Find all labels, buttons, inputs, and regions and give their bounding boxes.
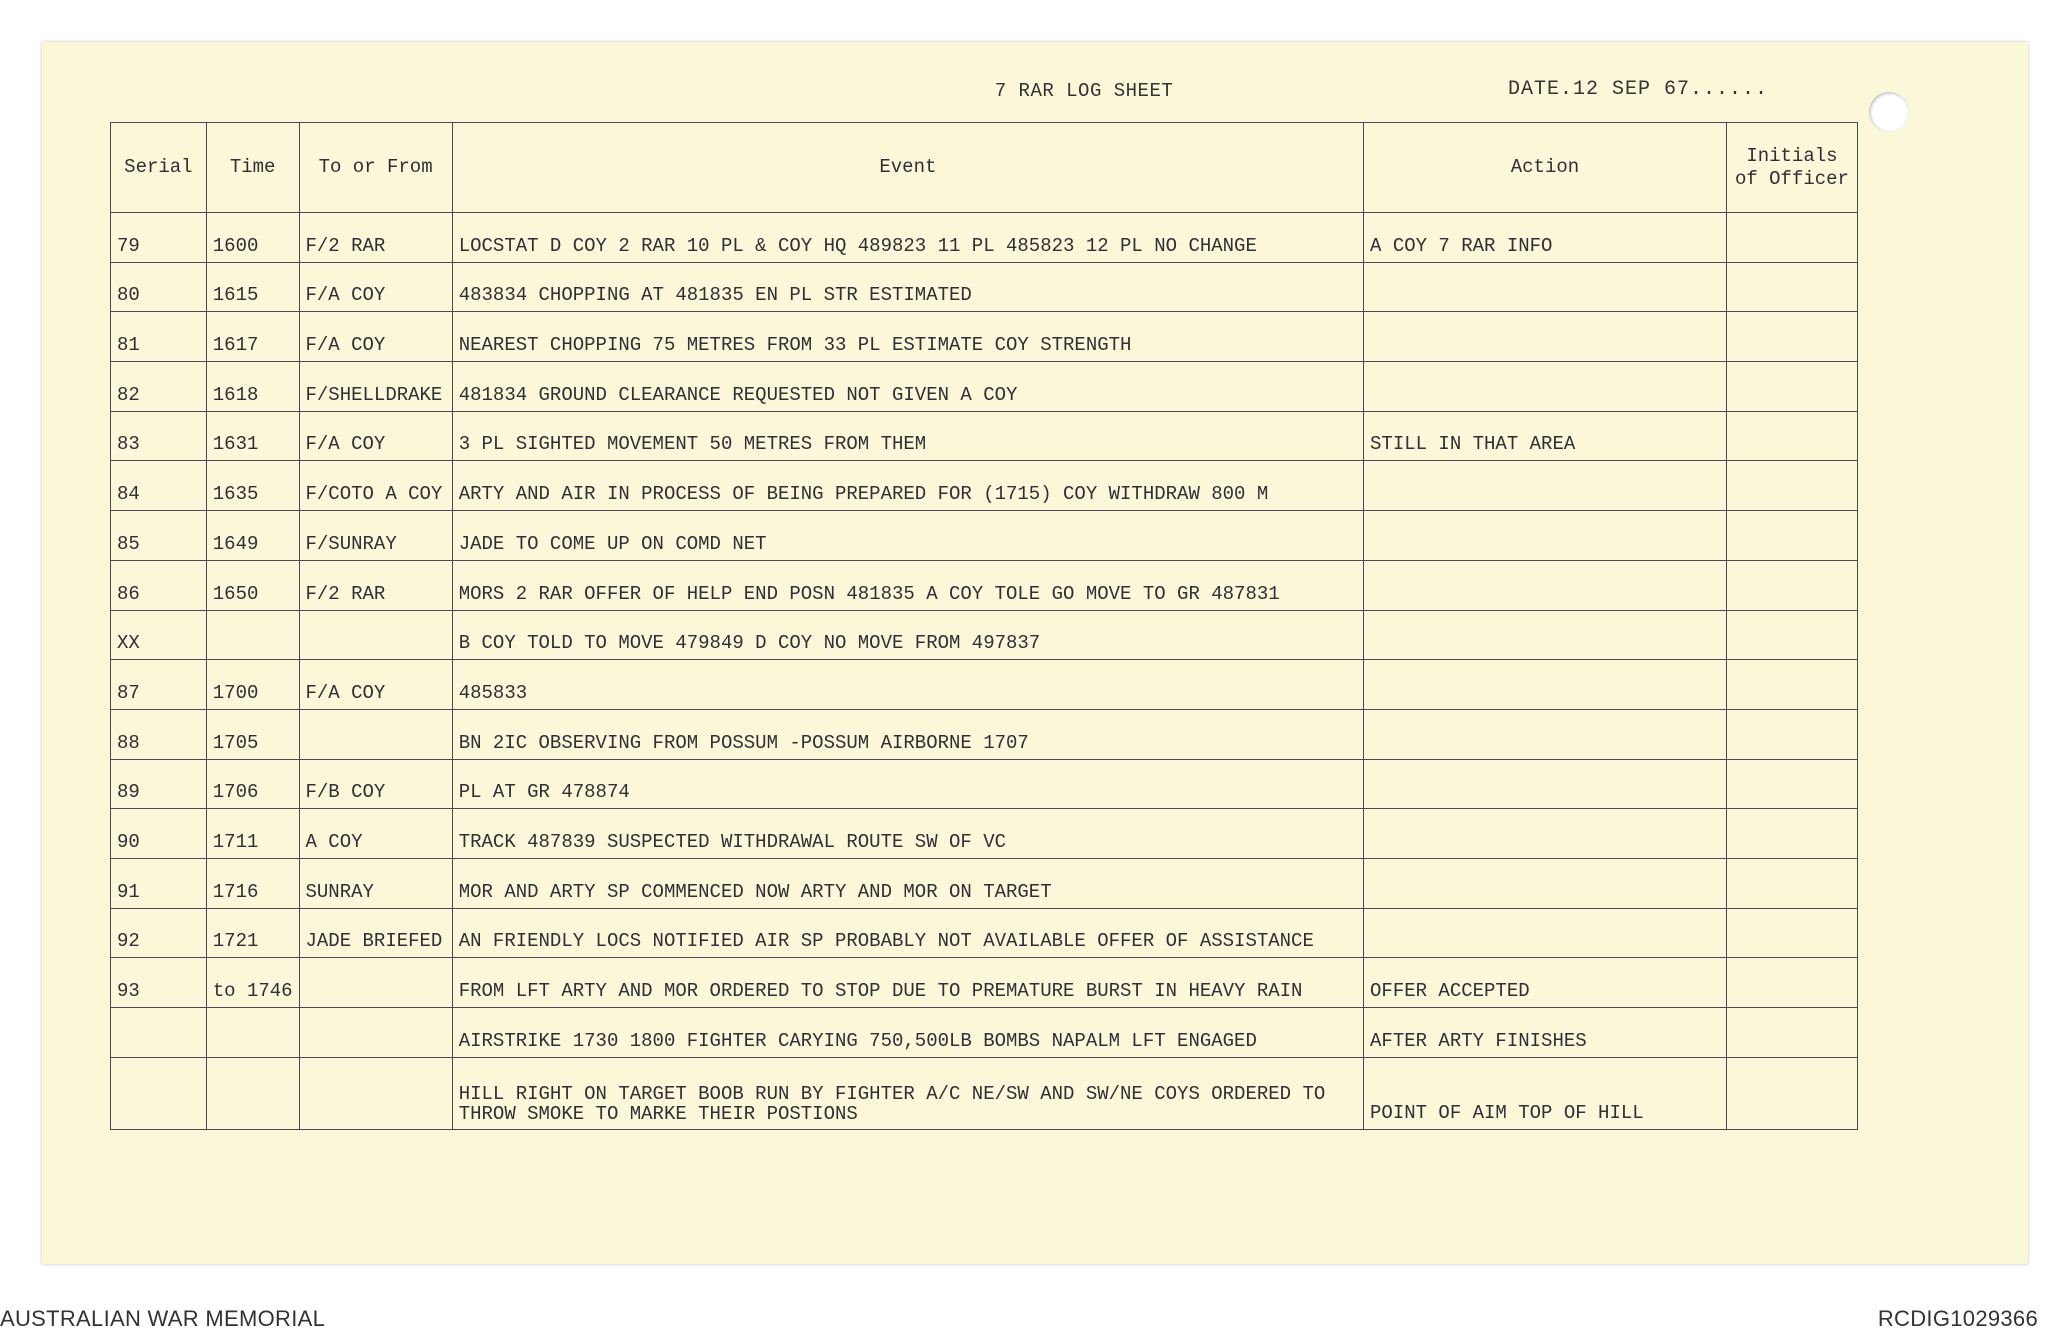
- cell-initials: [1726, 411, 1857, 461]
- cell-to-from: A COY: [299, 809, 452, 859]
- cell-to-from: F/A COY: [299, 411, 452, 461]
- cell-to-from: [299, 1057, 452, 1129]
- cell-initials: [1726, 958, 1857, 1008]
- table-row: [111, 262, 1858, 312]
- cell-initials: [1726, 908, 1857, 958]
- cell-to-from: [299, 958, 452, 1008]
- cell-serial: [111, 1057, 207, 1129]
- cell-action: [1364, 809, 1727, 859]
- cell-event: MORS 2 RAR OFFER OF HELP END POSN 481835 A COY TOLE GO MOVE TO GR 487831: [452, 560, 1363, 610]
- cell-to-from: [299, 610, 452, 660]
- cell-serial: 83: [111, 411, 207, 461]
- cell-event: JADE TO COME UP ON COMD NET: [452, 511, 1363, 561]
- cell-time: 1649: [206, 511, 299, 561]
- cell-to-from: F/A COY: [299, 262, 452, 312]
- cell-to-from: F/SHELLDRAKE: [299, 362, 452, 412]
- cell-event: AN FRIENDLY LOCS NOTIFIED AIR SP PROBABLY NOT AVAILABLE OFFER OF ASSISTANCE: [452, 908, 1363, 958]
- cell-event: FROM LFT ARTY AND MOR ORDERED TO STOP DUE TO PREMATURE BURST IN HEAVY RAIN: [452, 958, 1363, 1008]
- header-event: Event: [452, 123, 1363, 213]
- cell-event: ARTY AND AIR IN PROCESS OF BEING PREPARED FOR (1715) COY WITHDRAW 800 M: [452, 461, 1363, 511]
- cell-event: BN 2IC OBSERVING FROM POSSUM -POSSUM AIRBORNE 1707: [452, 709, 1363, 759]
- table-row: [111, 908, 1858, 958]
- cell-initials: [1726, 362, 1857, 412]
- cell-action: [1364, 362, 1727, 412]
- cell-action: [1364, 511, 1727, 561]
- cell-initials: [1726, 312, 1857, 362]
- cell-event: PL AT GR 478874: [452, 759, 1363, 809]
- footer-record-id: RCDIG1029366: [1877, 1306, 2038, 1331]
- cell-time: 1705: [206, 709, 299, 759]
- cell-time: 1711: [206, 809, 299, 859]
- cell-serial: 84: [111, 461, 207, 511]
- table-row: [111, 660, 1858, 710]
- cell-serial: 88: [111, 709, 207, 759]
- table-row: [111, 958, 1858, 1008]
- cell-serial: [111, 1008, 207, 1058]
- cell-serial: 93: [111, 958, 207, 1008]
- cell-to-from: F/COTO A COY: [299, 461, 452, 511]
- cell-serial: XX: [111, 610, 207, 660]
- cell-event: NEAREST CHOPPING 75 METRES FROM 33 PL ESTIMATE COY STRENGTH: [452, 312, 1363, 362]
- table-row: [111, 858, 1858, 908]
- cell-time: 1617: [206, 312, 299, 362]
- cell-event: 481834 GROUND CLEARANCE REQUESTED NOT GIVEN A COY: [452, 362, 1363, 412]
- cell-time: [206, 1057, 299, 1129]
- cell-time: 1700: [206, 660, 299, 710]
- cell-action: AFTER ARTY FINISHES: [1364, 1008, 1727, 1058]
- cell-serial: 79: [111, 213, 207, 263]
- cell-event: AIRSTRIKE 1730 1800 FIGHTER CARYING 750,500LB BOMBS NAPALM LFT ENGAGED: [452, 1008, 1363, 1058]
- cell-initials: [1726, 560, 1857, 610]
- punch-hole: [1869, 92, 1909, 132]
- cell-serial: 86: [111, 560, 207, 610]
- cell-action: [1364, 908, 1727, 958]
- cell-time: 1635: [206, 461, 299, 511]
- cell-time: 1600: [206, 213, 299, 263]
- cell-initials: [1726, 511, 1857, 561]
- cell-action: [1364, 610, 1727, 660]
- date-value: 12 SEP 67: [1573, 78, 1691, 101]
- table-row: [111, 759, 1858, 809]
- cell-event: 3 PL SIGHTED MOVEMENT 50 METRES FROM THEM: [452, 411, 1363, 461]
- cell-serial: 90: [111, 809, 207, 859]
- cell-time: to 1746: [206, 958, 299, 1008]
- cell-time: 1631: [206, 411, 299, 461]
- table-row: [111, 809, 1858, 859]
- cell-to-from: F/2 RAR: [299, 560, 452, 610]
- cell-to-from: F/SUNRAY: [299, 511, 452, 561]
- cell-serial: 81: [111, 312, 207, 362]
- cell-action: [1364, 312, 1727, 362]
- cell-time: [206, 1008, 299, 1058]
- cell-serial: 80: [111, 262, 207, 312]
- cell-to-from: [299, 1008, 452, 1058]
- cell-event: B COY TOLD TO MOVE 479849 D COY NO MOVE FROM 497837: [452, 610, 1363, 660]
- cell-to-from: F/B COY: [299, 759, 452, 809]
- cell-serial: 89: [111, 759, 207, 809]
- cell-action: STILL IN THAT AREA: [1364, 411, 1727, 461]
- cell-action: [1364, 858, 1727, 908]
- cell-to-from: SUNRAY: [299, 858, 452, 908]
- cell-to-from: JADE BRIEFED: [299, 908, 452, 958]
- table-header-row: [111, 123, 1858, 213]
- table-row: [111, 362, 1858, 412]
- cell-serial: 91: [111, 858, 207, 908]
- cell-action: OFFER ACCEPTED: [1364, 958, 1727, 1008]
- header-action: Action: [1364, 123, 1727, 213]
- sheet-date: [1508, 78, 1768, 101]
- header-to-from: To or From: [299, 123, 452, 213]
- table-row: [111, 213, 1858, 263]
- cell-time: 1650: [206, 560, 299, 610]
- cell-time: 1721: [206, 908, 299, 958]
- cell-action: [1364, 709, 1727, 759]
- cell-event: LOCSTAT D COY 2 RAR 10 PL & COY HQ 489823 11 PL 485823 12 PL NO CHANGE: [452, 213, 1363, 263]
- cell-initials: [1726, 660, 1857, 710]
- cell-to-from: [299, 709, 452, 759]
- cell-serial: 87: [111, 660, 207, 710]
- table-row: [111, 709, 1858, 759]
- cell-event: TRACK 487839 SUSPECTED WITHDRAWAL ROUTE SW OF VC: [452, 809, 1363, 859]
- cell-initials: [1726, 858, 1857, 908]
- date-label: DATE.: [1508, 78, 1574, 101]
- table-row: [111, 560, 1858, 610]
- cell-initials: [1726, 262, 1857, 312]
- cell-initials: [1726, 1057, 1857, 1129]
- cell-time: 1716: [206, 858, 299, 908]
- cell-action: [1364, 262, 1727, 312]
- cell-to-from: F/A COY: [299, 312, 452, 362]
- cell-event: 485833: [452, 660, 1363, 710]
- cell-action: POINT OF AIM TOP OF HILL: [1364, 1057, 1727, 1129]
- cell-initials: [1726, 461, 1857, 511]
- cell-serial: 92: [111, 908, 207, 958]
- cell-initials: [1726, 1008, 1857, 1058]
- cell-event: HILL RIGHT ON TARGET BOOB RUN BY FIGHTER A/C NE/SW AND SW/NE COYS ORDERED TO THROW SMOKE TO MARKE THEIR POSTIONS: [452, 1057, 1363, 1129]
- cell-time: 1618: [206, 362, 299, 412]
- cell-event: MOR AND ARTY SP COMMENCED NOW ARTY AND MOR ON TARGET: [452, 858, 1363, 908]
- table-row: [111, 1057, 1858, 1129]
- cell-time: [206, 610, 299, 660]
- cell-action: A COY 7 RAR INFO: [1364, 213, 1727, 263]
- cell-serial: 85: [111, 511, 207, 561]
- sheet-title: 7 RAR LOG SHEET: [994, 80, 1174, 102]
- date-trail: ......: [1690, 78, 1769, 101]
- cell-initials: [1726, 709, 1857, 759]
- table-row: [111, 411, 1858, 461]
- cell-action: [1364, 759, 1727, 809]
- cell-time: 1706: [206, 759, 299, 809]
- cell-action: [1364, 461, 1727, 511]
- cell-initials: [1726, 610, 1857, 660]
- table-body: [111, 213, 1858, 1130]
- table-row: [111, 312, 1858, 362]
- header-time: Time: [206, 123, 299, 213]
- log-table: [110, 122, 1858, 1130]
- cell-initials: [1726, 759, 1857, 809]
- cell-serial: 82: [111, 362, 207, 412]
- footer-institution: AUSTRALIAN WAR MEMORIAL: [0, 1306, 326, 1331]
- cell-to-from: F/2 RAR: [299, 213, 452, 263]
- cell-initials: [1726, 809, 1857, 859]
- table-row: [111, 511, 1858, 561]
- cell-initials: [1726, 213, 1857, 263]
- table-row: [111, 461, 1858, 511]
- header-serial: Serial: [111, 123, 207, 213]
- cell-time: 1615: [206, 262, 299, 312]
- header-initials: Initials of Officer: [1726, 123, 1857, 213]
- cell-action: [1364, 660, 1727, 710]
- cell-action: [1364, 560, 1727, 610]
- table-row: [111, 1008, 1858, 1058]
- cell-event: 483834 CHOPPING AT 481835 EN PL STR ESTIMATED: [452, 262, 1363, 312]
- cell-to-from: F/A COY: [299, 660, 452, 710]
- table-row: [111, 610, 1858, 660]
